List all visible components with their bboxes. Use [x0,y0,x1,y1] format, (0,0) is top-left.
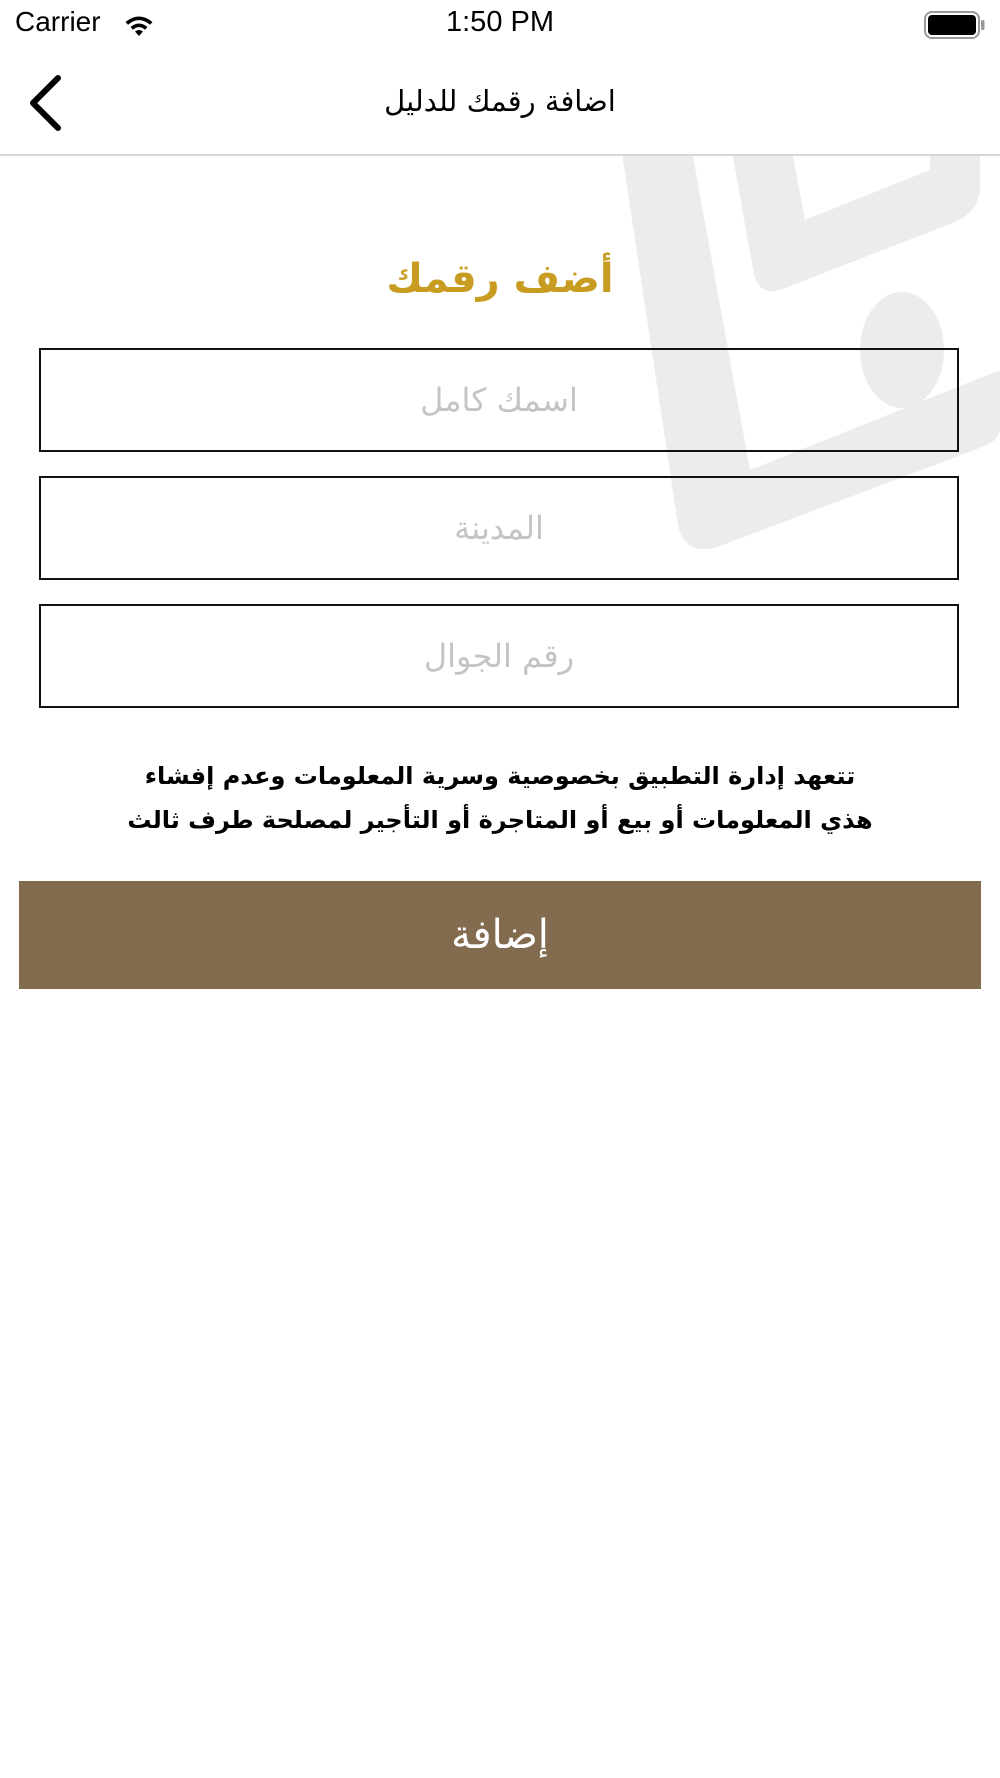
privacy-notice-line-1: تتعهد إدارة التطبيق بخصوصية وسرية المعلومات وعدم إفشاء [144,762,856,790]
clock: 1:50 PM [446,6,554,38]
privacy-notice-line-2: هذي المعلومات أو بيع أو المتاجرة أو التأجير لمصلحة طرف ثالث [127,806,873,834]
form-heading: أضف رقمك [386,256,614,302]
navigation-bar [0,52,1000,156]
status-bar [0,0,1000,52]
mobile-number-input[interactable] [39,604,959,708]
city-input[interactable] [39,476,959,580]
battery-icon [924,10,986,40]
full-name-input[interactable] [39,348,959,452]
privacy-notice [100,754,900,842]
page-title: اضافة رقمك للدليل [384,84,616,118]
carrier-label: Carrier [15,6,101,37]
add-button[interactable]: إضافة [19,881,981,989]
